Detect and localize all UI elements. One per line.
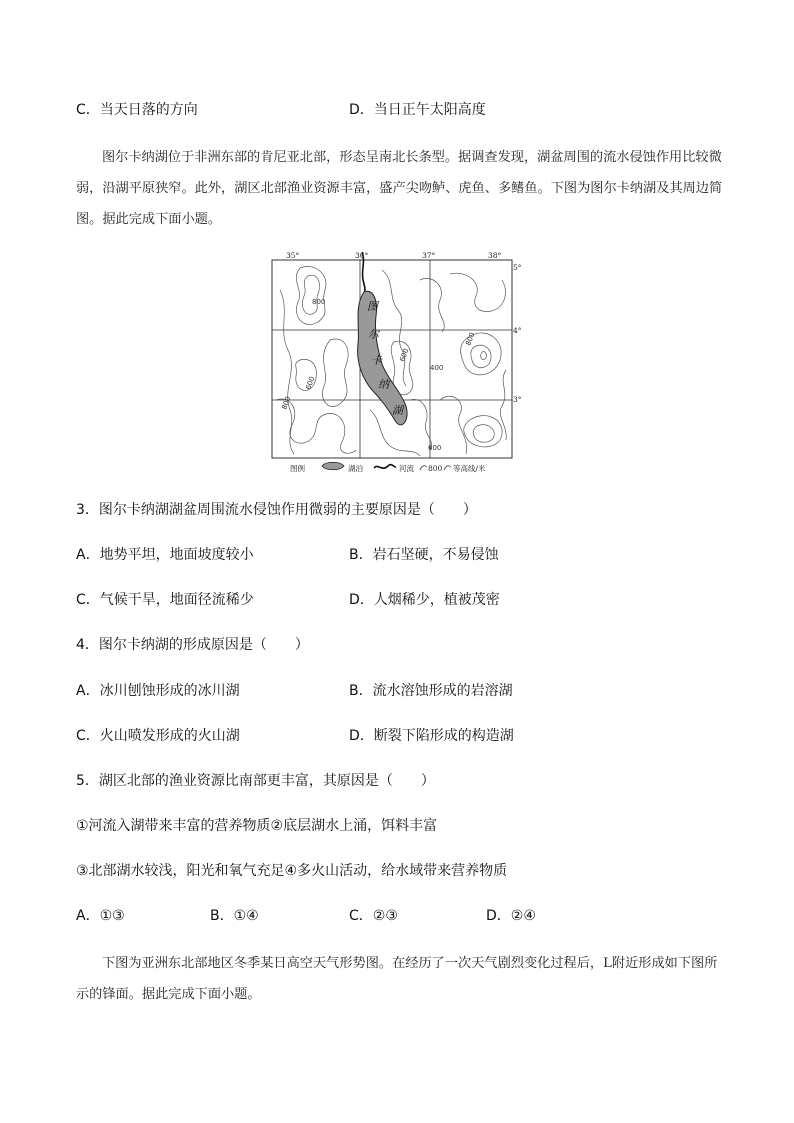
lake-char-2: 卡 xyxy=(371,354,382,367)
q5-statements-2: ③北部湖水较浅，阳光和氧气充足④多火山活动，给水域带来营养物质 xyxy=(76,863,508,879)
contour-label: 600 xyxy=(398,347,411,363)
lake-char-3: 纳 xyxy=(378,378,389,391)
q5-option-c[interactable]: C．②③ xyxy=(349,908,398,924)
intro-text-1: 图尔卡纳湖位于非洲东部的肯尼亚北部，形态呈南北长条型。据调查发现，湖盆周围的流水侵蚀作用比较微弱，沿湖平原狭窄。此外，湖区北部渔业资源丰富，盛产尖吻鲈、虎鱼、多鳍鱼。下图为图尔卡纳湖及其周边简图。据此完成下面小题。 xyxy=(76,150,723,227)
contour-label: 800 xyxy=(280,395,293,411)
q5-option-d[interactable]: D．②④ xyxy=(486,908,536,924)
lon-label-37: 37° xyxy=(422,251,436,260)
q3-option-c[interactable]: C．气候干旱，地面径流稀少 xyxy=(76,592,254,608)
lat-label-4: 4° xyxy=(513,326,522,335)
legend-lake-swatch xyxy=(322,462,344,470)
contour-label: 800 xyxy=(312,298,326,306)
q5-statements-1: ①河流入湖带来丰富的营养物质②底层湖水上涌，饵料丰富 xyxy=(76,818,438,834)
q4-option-c[interactable]: C．火山喷发形成的火山湖 xyxy=(76,728,240,744)
q3-option-a[interactable]: A．地势平坦，地面坡度较小 xyxy=(76,547,254,563)
lon-label-35: 35° xyxy=(286,251,300,260)
q5-stem: 5．湖区北部的渔业资源比南部更丰富，其原因是（ ） xyxy=(76,773,435,789)
q3-option-b[interactable]: B．岩石坚硬，不易侵蚀 xyxy=(349,547,499,563)
q3-option-d[interactable]: D．人烟稀少，植被茂密 xyxy=(349,592,500,608)
lon-label-36: 36° xyxy=(355,251,369,260)
q3-stem: 3．图尔卡纳湖湖盆周围流水侵蚀作用微弱的主要原因是（ ） xyxy=(76,502,477,518)
contour-label: 800 xyxy=(464,331,477,347)
intro-paragraph-1 xyxy=(76,142,726,235)
lat-label-5: 5° xyxy=(513,263,522,272)
intro-text-2: 下图为亚洲东北部地区冬季某日高空天气形势图。在经历了一次天气剧烈变化过程后，L附近形成如下图所示的锋面。据此完成下面小题。 xyxy=(76,956,718,1002)
legend-contour: 等高线/米 xyxy=(453,464,486,473)
legend-contour-swatch-2 xyxy=(444,466,451,470)
intro-paragraph-2 xyxy=(76,948,726,1010)
contour-label: 600 xyxy=(428,444,442,452)
lat-label-3: 3° xyxy=(513,395,522,404)
option-d-prev: D．当日正午太阳高度 xyxy=(349,102,486,118)
q5-option-a[interactable]: A．①③ xyxy=(76,908,125,924)
legend-lake: 湖泊 xyxy=(348,464,363,473)
lake-char-4: 湖 xyxy=(392,404,403,417)
turkana-lake-map xyxy=(270,250,522,478)
contour-label: 400 xyxy=(430,364,444,372)
option-c-prev: C．当天日落的方向 xyxy=(76,102,198,118)
legend-river: 河流 xyxy=(399,464,414,473)
q4-stem: 4．图尔卡纳湖的形成原因是（ ） xyxy=(76,637,309,653)
lake-char-1: 尔 xyxy=(368,328,379,341)
lon-label-38: 38° xyxy=(488,251,502,260)
q4-option-b[interactable]: B．流水溶蚀形成的岩溶湖 xyxy=(349,683,513,699)
contour-label: 600 xyxy=(304,375,317,391)
q4-option-d[interactable]: D．断裂下陷形成的构造湖 xyxy=(349,728,514,744)
lake-char-0: 图 xyxy=(367,300,378,313)
q5-option-b[interactable]: B．①④ xyxy=(210,908,259,924)
legend-title: 图例 xyxy=(290,464,305,473)
legend-river-swatch xyxy=(374,465,396,469)
legend-contour-swatch xyxy=(420,466,427,470)
legend-contour-value: 800 xyxy=(428,464,443,473)
q4-option-a[interactable]: A．冰川刨蚀形成的冰川湖 xyxy=(76,683,240,699)
